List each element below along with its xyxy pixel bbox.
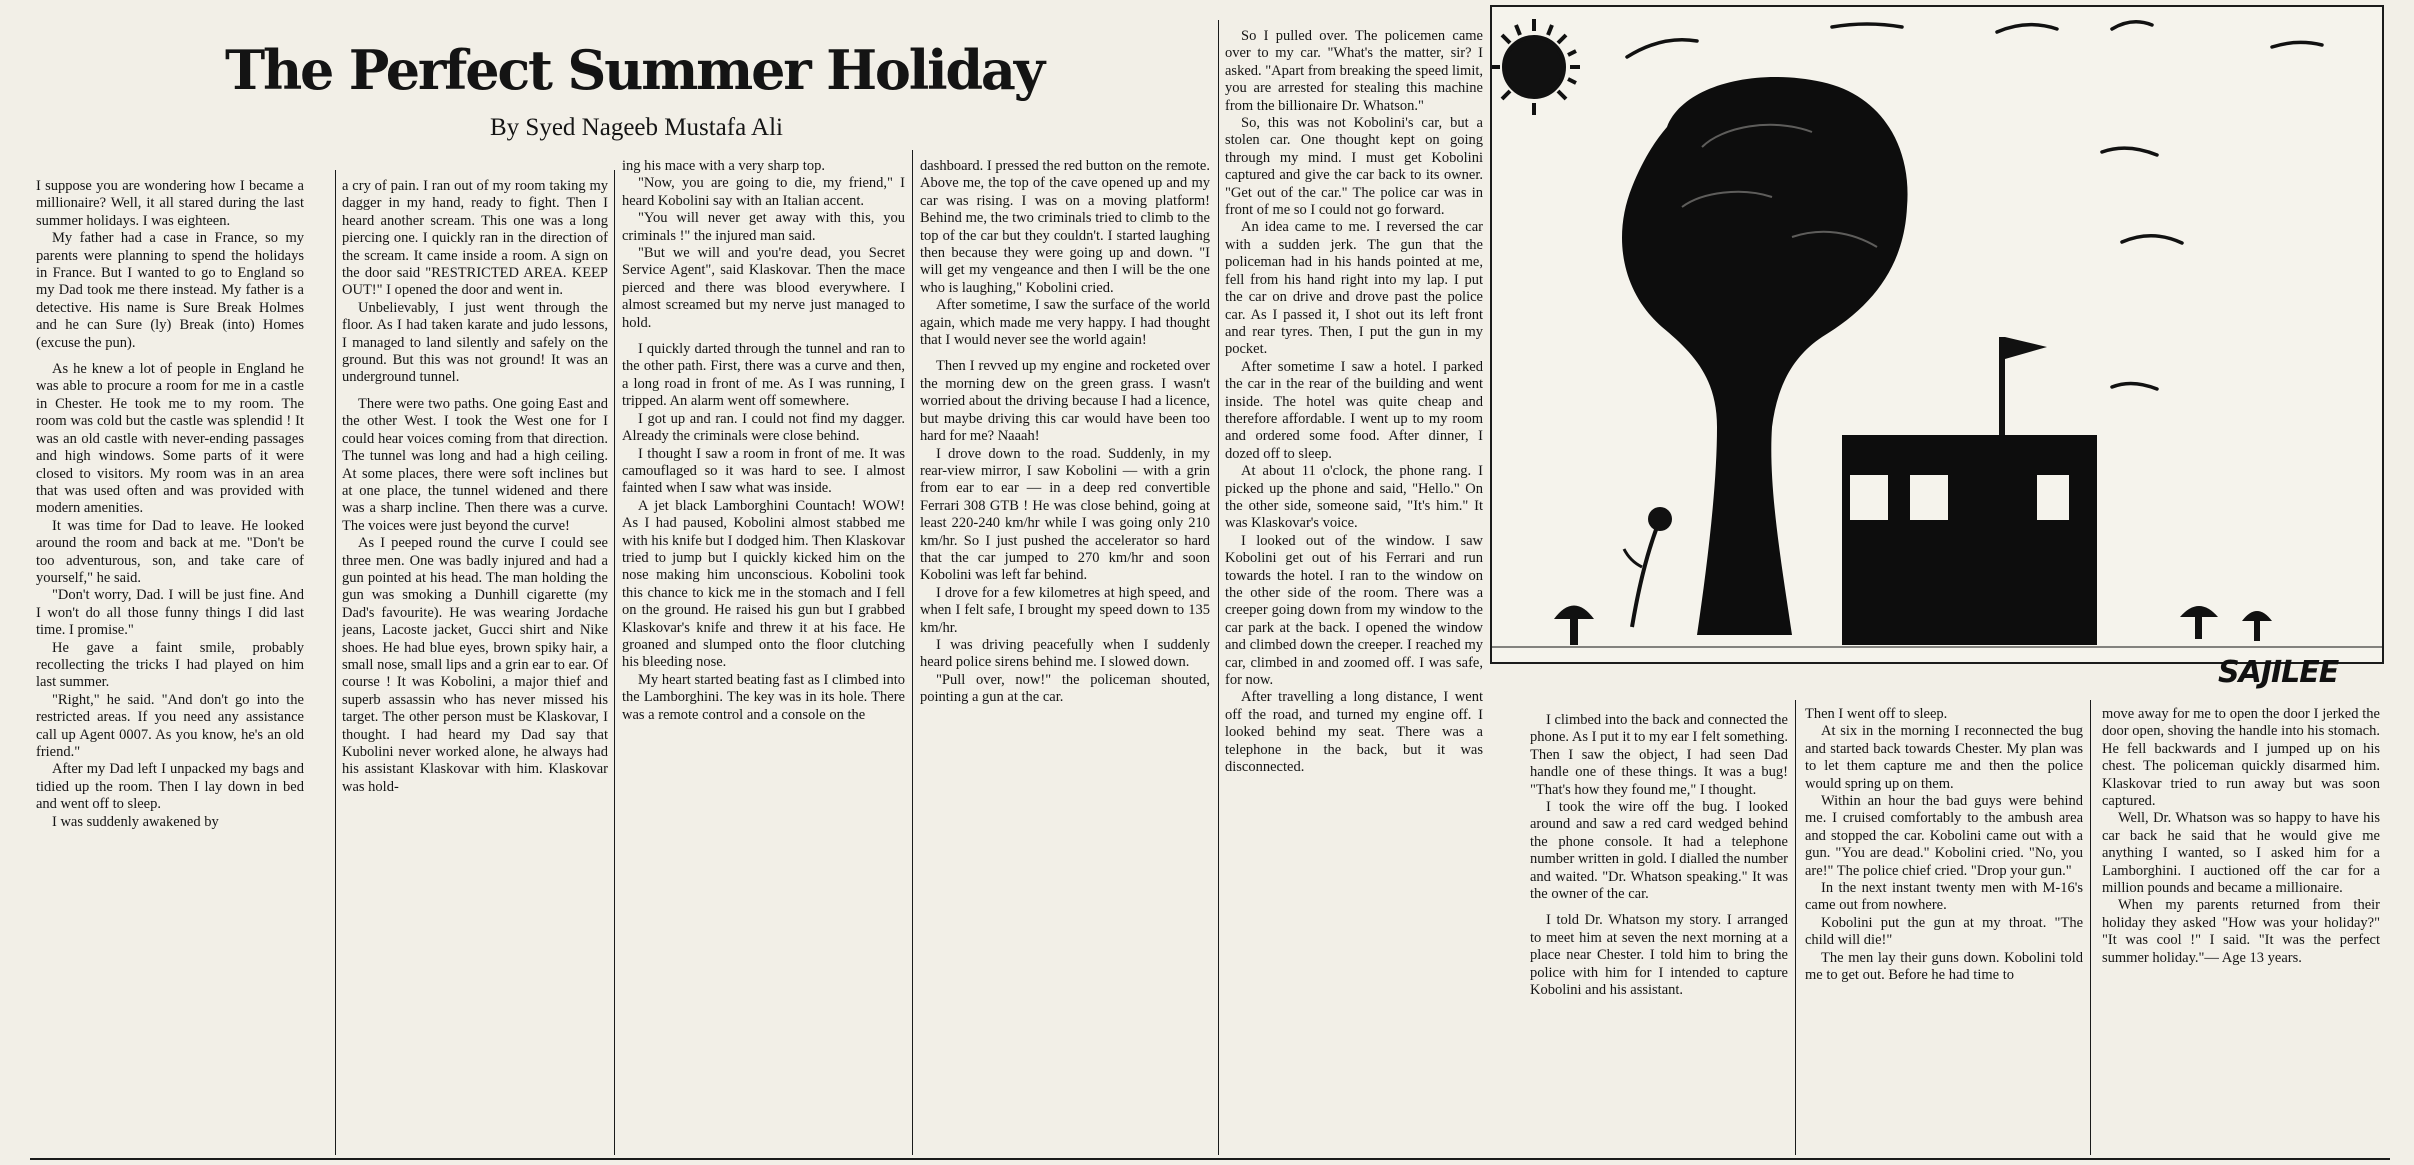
paragraph: I thought I saw a room in front of me. It was camouflaged so it was hard to see. I almost fainted when I saw what was inside.: [622, 445, 905, 497]
sun-icon: [1492, 19, 1580, 115]
paragraph: "Don't worry, Dad. I will be just fine. And I won't do all those funny things I did last time. I promise.": [36, 587, 304, 639]
paragraph: Well, Dr. Whatson was so happy to have his car back he said that he would give me anything I wanted, so I asked him for a Lamborghini. I auctioned off the car for a million pounds and became a millionaire.: [2102, 810, 2380, 897]
paragraph: He gave a faint smile, probably recollecting the tricks I had played on him last summer.: [36, 639, 304, 691]
paragraph: Then I revved up my engine and rocketed over the morning dew on the green grass. I wasn't worried about the driving because I had a licence, but maybe driving this car would have been too hard for me? Naaah!: [920, 358, 1210, 445]
article-column-6: [1530, 712, 1788, 1158]
paragraph: "You will never get away with this, you criminals !" the injured man said.: [622, 210, 905, 244]
article-column-3: [622, 158, 905, 1158]
column-rule: [1218, 20, 1219, 1155]
column-rule: [2090, 700, 2091, 1155]
column-rule: [912, 150, 913, 1155]
article-column-1: [36, 178, 304, 1158]
paragraph: Kobolini put the gun at my throat. "The child will die!": [1805, 914, 2083, 949]
paragraph: a cry of pain. I ran out of my room taking my dagger in my hand, ready to fight. Then I heard another scream. This one was a long piercing one. I quickly ran in the direction of the scream. It came inside a room. A sign on the door said "RESTRICTED AREA. KEEP OUT!" I opened the door and went in.: [342, 178, 608, 299]
article-byline: By Syed Nageeb Mustafa Ali: [490, 114, 784, 141]
article-column-2: [342, 178, 608, 1158]
paragraph: As he knew a lot of people in England he was able to procure a room for me in a castle in Chester. He took me to my room. The room was cold but the castle was splendid ! It was an old castle with never-ending passages and high windows. Some parts of it were closed to visitors. My room was in an area that was used often and was provided with modern amenities.: [36, 361, 304, 517]
drawing-svg: [1492, 7, 2382, 662]
house-icon: [1842, 435, 2097, 645]
flag-icon: [2002, 337, 2047, 437]
paragraph: At six in the morning I reconnected the bug and started back towards Chester. My plan was to let them capture me and then the police would spring up on them.: [1805, 723, 2083, 792]
paragraph: After travelling a long distance, I went off the road, and turned my engine off. I looked behind my seat. There was a telephone in the back, but it was disconnected.: [1225, 689, 1483, 776]
child-drawing: [1490, 5, 2384, 664]
column-rule: [335, 170, 336, 1155]
paragraph: I looked out of the window. I saw Kobolini get out of his Ferrari and run towards the hotel. I ran to the window on the other side of the room. There was a creeper going down from my window to the car park at the back. I opened the window and climbed down the creeper. I reached my car, climbed in and zoomed off. I was safe, for now.: [1225, 532, 1483, 689]
paragraph: I suppose you are wondering how I became a millionaire? Well, it all stared during the last summer holidays. I was eighteen.: [36, 178, 304, 229]
column-rule: [1795, 700, 1796, 1155]
paragraph: A jet black Lamborghini Countach! WOW! As I had paused, Kobolini almost stabbed me with his knife but I dodged him. Then Klaskovar tried to jump but I quickly kicked him on the nose making him unconscious. Kobolini took this chance to kick me in the stomach and I fell on the ground. He raised his gun but I grabbed Klaskovar's knife and threw it at his face. He groaned and slumped onto the floor clutching his bleeding nose.: [622, 497, 905, 671]
paragraph: "Now, you are going to die, my friend," I heard Kobolini say with an Italian accent.: [622, 175, 905, 209]
paragraph: When my parents returned from their holiday they asked "How was your holiday?" "It was cool !" I said. "It was the perfect summer holiday."— Age 13 years.: [2102, 897, 2380, 966]
paragraph: The men lay their guns down. Kobolini told me to get out. Before he had time to: [1805, 949, 2083, 984]
paragraph: I was driving peacefully when I suddenly heard police sirens behind me. I slowed down.: [920, 636, 1210, 671]
paragraph: I got up and ran. I could not find my dagger. Already the criminals were close behind.: [622, 410, 905, 445]
paragraph: Within an hour the bad guys were behind me. I cruised comfortably to the ambush area and stopped the car. Kobolini came out with a gun. "You are dead." Kobolini cried. "No, you are!" The police chief cried. "Drop your gun.": [1805, 793, 2083, 879]
paragraph: I quickly darted through the tunnel and ran to the other path. First, there was a curve and then, a long road in front of me. As I was running, I tripped. An alarm went off somewhere.: [622, 341, 905, 410]
paragraph: "Right," he said. "And don't go into the restricted areas. If you need any assistance call up Agent 0007. As you know, he's an old friend.": [36, 691, 304, 760]
column-rule: [614, 170, 615, 1155]
paragraph: So I pulled over. The policemen came over to my car. "What's the matter, sir? I asked. "Apart from breaking the speed limit, you are arrested for stealing this machine from the billionaire Dr. Whatson.": [1225, 28, 1483, 114]
article-column-8: [2102, 706, 2380, 1158]
paragraph: I was suddenly awakened by: [52, 813, 219, 830]
paragraph: After my Dad left I unpacked my bags and tidied up the room. Then I lay down in bed and went off to sleep.: [36, 761, 304, 813]
article-column-4: [920, 158, 1210, 1158]
article-column-7: [1805, 706, 2083, 1158]
paragraph: My heart started beating fast as I climbed into the Lamborghini. The key was in its hole. There was a remote control and a console on the: [622, 671, 905, 723]
paragraph: At about 11 o'clock, the phone rang. I picked up the phone and said, "Hello." On the other side, someone said, "It's him." It was Klaskovar's voice.: [1225, 463, 1483, 532]
paragraph: Unbelievably, I just went through the floor. As I had taken karate and judo lessons, I managed to land silently and safely on the ground. But this was not ground! It was an underground tunnel.: [342, 299, 608, 386]
article-column-5: [1225, 28, 1483, 1158]
paragraph: As I peeped round the curve I could see three men. One was badly injured and had a gun pointed at his head. The man holding the gun was smoking a Dunhill cigarette (my Dad's favourite). He was wearing Jordache jeans, Lacoste jacket, Gucci shirt and Nike shoes. He had blue eyes, brown spiky hair, a small nose, small lips and a grin ear to ear. Of course ! It was Kobolini, a major thief and superb assassin who has never missed his target. The other person must be Klaskovar, I thought. I had heard my Dad say that Kubolini never worked alone, he always had his assistant Klaskovar with him. Klaskovar was hold-: [342, 535, 608, 795]
paragraph: After sometime I saw a hotel. I parked the car in the rear of the building and went inside. The hotel was quite cheap and therefore affordable. I went up to my room and ordered some food. After dinner, I dozed off to sleep.: [1225, 358, 1483, 462]
flower-icon: [1624, 507, 1672, 627]
paragraph: I drove down to the road. Suddenly, in my rear-view mirror, I saw Kobolini — with a grin from ear to ear — in a deep red convertible Ferrari 308 GTB ! He was close behind, going at least 220-240 km/hr while I was going only 210 km/hr. So I just pushed the accelerator so hard that the car jumped to 270 km/hr and soon Kobolini was left far behind.: [920, 445, 1210, 584]
paragraph: dashboard. I pressed the red button on the remote. Above me, the top of the cave opened up and my car was rising. I was on a moving platform! Behind me, the two criminals tried to climb to the top of the car but they couldn't. I started laughing then because they were going up and down. "I will get my vengeance and then I will be the one who is laughing," Kobolini cried.: [920, 158, 1210, 296]
paragraph: So, this was not Kobolini's car, but a stolen car. One thought kept on going through my mind. I must get Kobolini captured and give the car back to its owner. "Get out of the car." The police car was in front of me so I could not go forward.: [1225, 115, 1483, 219]
paragraph: I drove for a few kilometres at high speed, and when I felt safe, I brought my speed down to 135 km/hr.: [920, 584, 1210, 636]
paragraph: It was time for Dad to leave. He looked around the room and back at me. "Don't be too adventurous, son, and take care of yourself," he said.: [36, 517, 304, 586]
paragraph: An idea came to me. I reversed the car with a sudden jerk. The gun that the policeman had in his hands pointed at me, fell from his hand right into my lap. I put the car on drive and drove past the police car. As I passed it, I shot out its left front and rear tyres. Then, I put the gun in my pocket.: [1225, 219, 1483, 358]
paragraph: I told Dr. Whatson my story. I arranged to meet him at seven the next morning at a place near Chester. I told him to bring the police with him for I intended to capture Kobolini and his assistant.: [1530, 912, 1788, 999]
drawing-signature: SAJILEE: [2218, 655, 2339, 690]
paragraph: "But we will and you're dead, you Secret Service Agent", said Klaskovar. Then the mace pierced and there was blood everywhere. I almost screamed but my nerve just managed to hold.: [622, 245, 905, 331]
article-title: The Perfect Summer Holiday: [225, 38, 1043, 102]
paragraph: move away for me to open the door I jerked the door open, shoving the handle into his stomach. He fell backwards and I jumped up on his chest. The policeman quickly disarmed him. Klaskovar tried to run away but was soon captured.: [2102, 706, 2380, 810]
paragraph: I took the wire off the bug. I looked around and saw a red card wedged behind the phone console. It had a telephone number written in gold. I dialled the number and waited. "Dr. Whatson speaking." It was the owner of the car.: [1530, 799, 1788, 903]
paragraph: After sometime, I saw the surface of the world again, which made me very happy. I had thought that I would never see the world again!: [920, 297, 1210, 349]
paragraph: Then I went off to sleep.: [1805, 706, 1948, 722]
paragraph: "Pull over, now!" the policeman shouted, pointing a gun at the car.: [920, 671, 1210, 706]
paragraph: My father had a case in France, so my parents were planning to spend the holidays in France. But I wanted to go to England so my Dad took me there instead. My father is a detective. His name is Sure Break Holmes and he can Sure (ly) Break (into) Homes (excuse the pun).: [36, 230, 304, 351]
bottom-rule: [30, 1158, 2390, 1160]
paragraph: There were two paths. One going East and the other West. I took the West one for I could hear voices coming from that direction. The tunnel was long and had a high ceiling. At some places, there were soft inclines but at one place, the tunnel widened and there was a sharp incline. Then there was a curve. The voices were just beyond the curve!: [342, 395, 608, 534]
paragraph: ing his mace with a very sharp top.: [622, 158, 825, 174]
paragraph: I climbed into the back and connected the phone. As I put it to my ear I felt something. Then I saw the object, I had seen Dad handle one of these things. It was a bug! "That's how they found me," I thought.: [1530, 712, 1788, 798]
paragraph: In the next instant twenty men with M-16's came out from nowhere.: [1805, 880, 2083, 914]
